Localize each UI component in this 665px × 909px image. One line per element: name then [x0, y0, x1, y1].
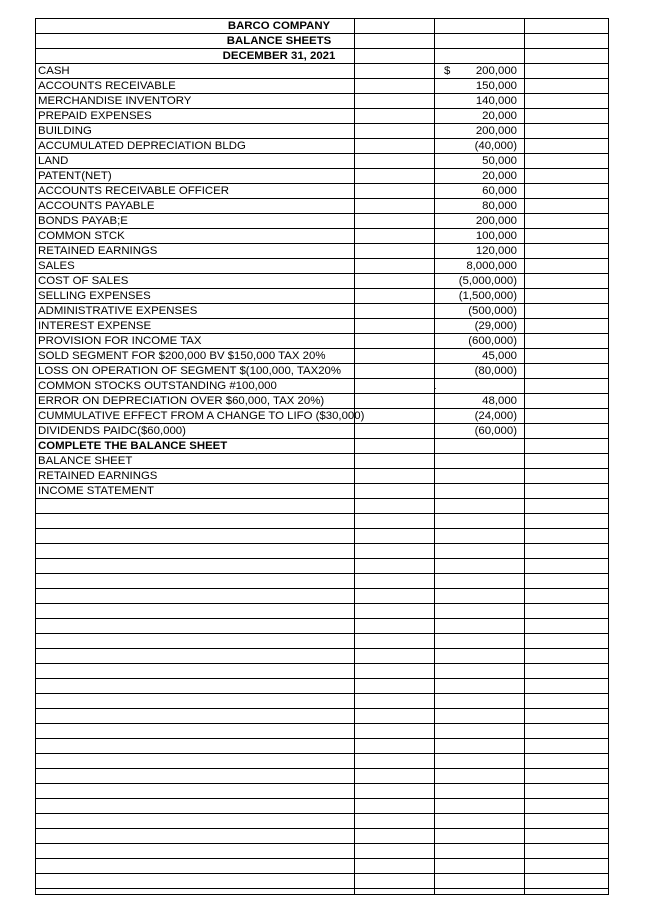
empty-row: [36, 649, 608, 664]
empty-row: [36, 784, 608, 799]
account-row: [36, 334, 608, 349]
account-value: (600,000): [468, 335, 517, 347]
account-label: SELLING EXPENSES: [38, 290, 151, 302]
account-label: ACCOUNTS RECEIVABLE: [38, 80, 176, 92]
account-value: 100,000: [475, 230, 517, 242]
account-label: PATENT(NET): [38, 170, 112, 182]
account-row: [36, 79, 608, 94]
account-row: [36, 94, 608, 109]
instruction-text: COMPLETE THE BALANCE SHEET: [38, 440, 228, 452]
spreadsheet-grid: [35, 18, 609, 895]
account-value: (29,000): [474, 320, 517, 332]
empty-row: [36, 724, 608, 739]
account-label: BONDS PAYAB;E: [38, 215, 128, 227]
empty-row: [36, 814, 608, 829]
account-label: SALES: [38, 260, 75, 272]
account-value: 20,000: [482, 170, 517, 182]
account-label: LOSS ON OPERATION OF SEGMENT $(100,000, TAX20%: [38, 365, 342, 377]
account-label: SOLD SEGMENT FOR $200,000 BV $150,000 TAX 20%: [38, 350, 326, 362]
account-label: ACCOUNTS PAYABLE: [38, 200, 155, 212]
header-row-company: [36, 19, 608, 34]
task-row: [36, 454, 608, 469]
empty-row: [36, 874, 608, 889]
account-label: ACCUMULATED DEPRECIATION BLDG: [38, 140, 246, 152]
account-row: [36, 139, 608, 154]
account-value: 200,000: [475, 215, 517, 227]
account-row: [36, 364, 608, 379]
account-label: LAND: [38, 155, 69, 167]
account-value: 20,000: [482, 110, 517, 122]
account-label: INTEREST EXPENSE: [38, 320, 152, 332]
account-value: 50,000: [482, 155, 517, 167]
task-row: [36, 484, 608, 499]
account-label: CASH: [38, 65, 70, 77]
empty-row: [36, 679, 608, 694]
empty-row: [36, 514, 608, 529]
account-label: MERCHANDISE INVENTORY: [38, 95, 192, 107]
account-value: 48,000: [482, 395, 517, 407]
empty-row: [36, 559, 608, 574]
account-label: CUMMULATIVE EFFECT FROM A CHANGE TO LIFO ($30,000): [38, 410, 365, 422]
empty-row: [36, 589, 608, 604]
account-row: [36, 184, 608, 199]
instruction-row: [36, 439, 608, 454]
account-row: [36, 124, 608, 139]
account-label: BUILDING: [38, 125, 92, 137]
account-label: COST OF SALES: [38, 275, 129, 287]
empty-row: [36, 769, 608, 784]
account-value: 8,000,000: [466, 260, 517, 272]
empty-row: [36, 664, 608, 679]
account-row: [36, 289, 608, 304]
account-row: [36, 169, 608, 184]
account-label: COMMON STOCKS OUTSTANDING #100,000: [38, 380, 277, 392]
account-value: (60,000): [474, 425, 517, 437]
account-row: [36, 259, 608, 274]
account-value: 200,000: [475, 65, 517, 77]
account-value: (24,000): [474, 410, 517, 422]
account-row: [36, 244, 608, 259]
account-label: DIVIDENDS PAIDC($60,000): [38, 425, 186, 437]
account-label: COMMON STCK: [38, 230, 125, 242]
empty-row: [36, 709, 608, 724]
account-value: (500,000): [468, 305, 517, 317]
empty-row: [36, 499, 608, 514]
empty-row: [36, 604, 608, 619]
account-row: [36, 409, 608, 424]
account-row: [36, 304, 608, 319]
empty-row: [36, 754, 608, 769]
account-label: RETAINED EARNINGS: [38, 245, 158, 257]
account-row: [36, 424, 608, 439]
account-row: [36, 154, 608, 169]
account-row: [36, 64, 608, 79]
currency-symbol: $: [444, 65, 451, 77]
empty-row: [36, 529, 608, 544]
account-label: ACCOUNTS RECEIVABLE OFFICER: [38, 185, 229, 197]
account-label: ADMINISTRATIVE EXPENSES: [38, 305, 198, 317]
account-row: [36, 214, 608, 229]
account-row: [36, 109, 608, 124]
empty-row: [36, 829, 608, 844]
company-name: BARCO COMPANY: [227, 20, 331, 32]
account-value: 45,000: [482, 350, 517, 362]
task-row: [36, 469, 608, 484]
cell-mark: .: [434, 381, 437, 391]
header-row-statement: [36, 34, 608, 49]
account-value: 80,000: [482, 200, 517, 212]
empty-row: [36, 544, 608, 559]
account-value: 120,000: [475, 245, 517, 257]
empty-row: [36, 859, 608, 874]
empty-row: [36, 844, 608, 859]
account-row: [36, 379, 608, 394]
account-value: 150,000: [475, 80, 517, 92]
empty-row: [36, 634, 608, 649]
account-value: (5,000,000): [458, 275, 517, 287]
header-row-date: [36, 49, 608, 64]
account-row: [36, 199, 608, 214]
statement-date: DECEMBER 31, 2021: [222, 50, 336, 62]
statement-title: BALANCE SHEETS: [226, 35, 332, 47]
account-row: [36, 319, 608, 334]
account-value: (40,000): [474, 140, 517, 152]
task-label: BALANCE SHEET: [38, 455, 133, 467]
task-label: RETAINED EARNINGS: [38, 470, 158, 482]
account-row: [36, 394, 608, 409]
empty-row: [36, 619, 608, 634]
account-value: 200,000: [475, 125, 517, 137]
account-label: PROVISION FOR INCOME TAX: [38, 335, 202, 347]
account-value: (80,000): [474, 365, 517, 377]
task-label: INCOME STATEMENT: [38, 485, 155, 497]
account-row: [36, 229, 608, 244]
account-row: [36, 274, 608, 289]
account-label: PREPAID EXPENSES: [38, 110, 152, 122]
account-row: [36, 349, 608, 364]
empty-row: [36, 799, 608, 814]
account-label: ERROR ON DEPRECIATION OVER $60,000, TAX 20%): [38, 395, 325, 407]
empty-row: [36, 739, 608, 754]
empty-row: [36, 574, 608, 589]
account-value: 60,000: [482, 185, 517, 197]
account-value: (1,500,000): [458, 290, 517, 302]
empty-row: [36, 694, 608, 709]
account-value: 140,000: [475, 95, 517, 107]
